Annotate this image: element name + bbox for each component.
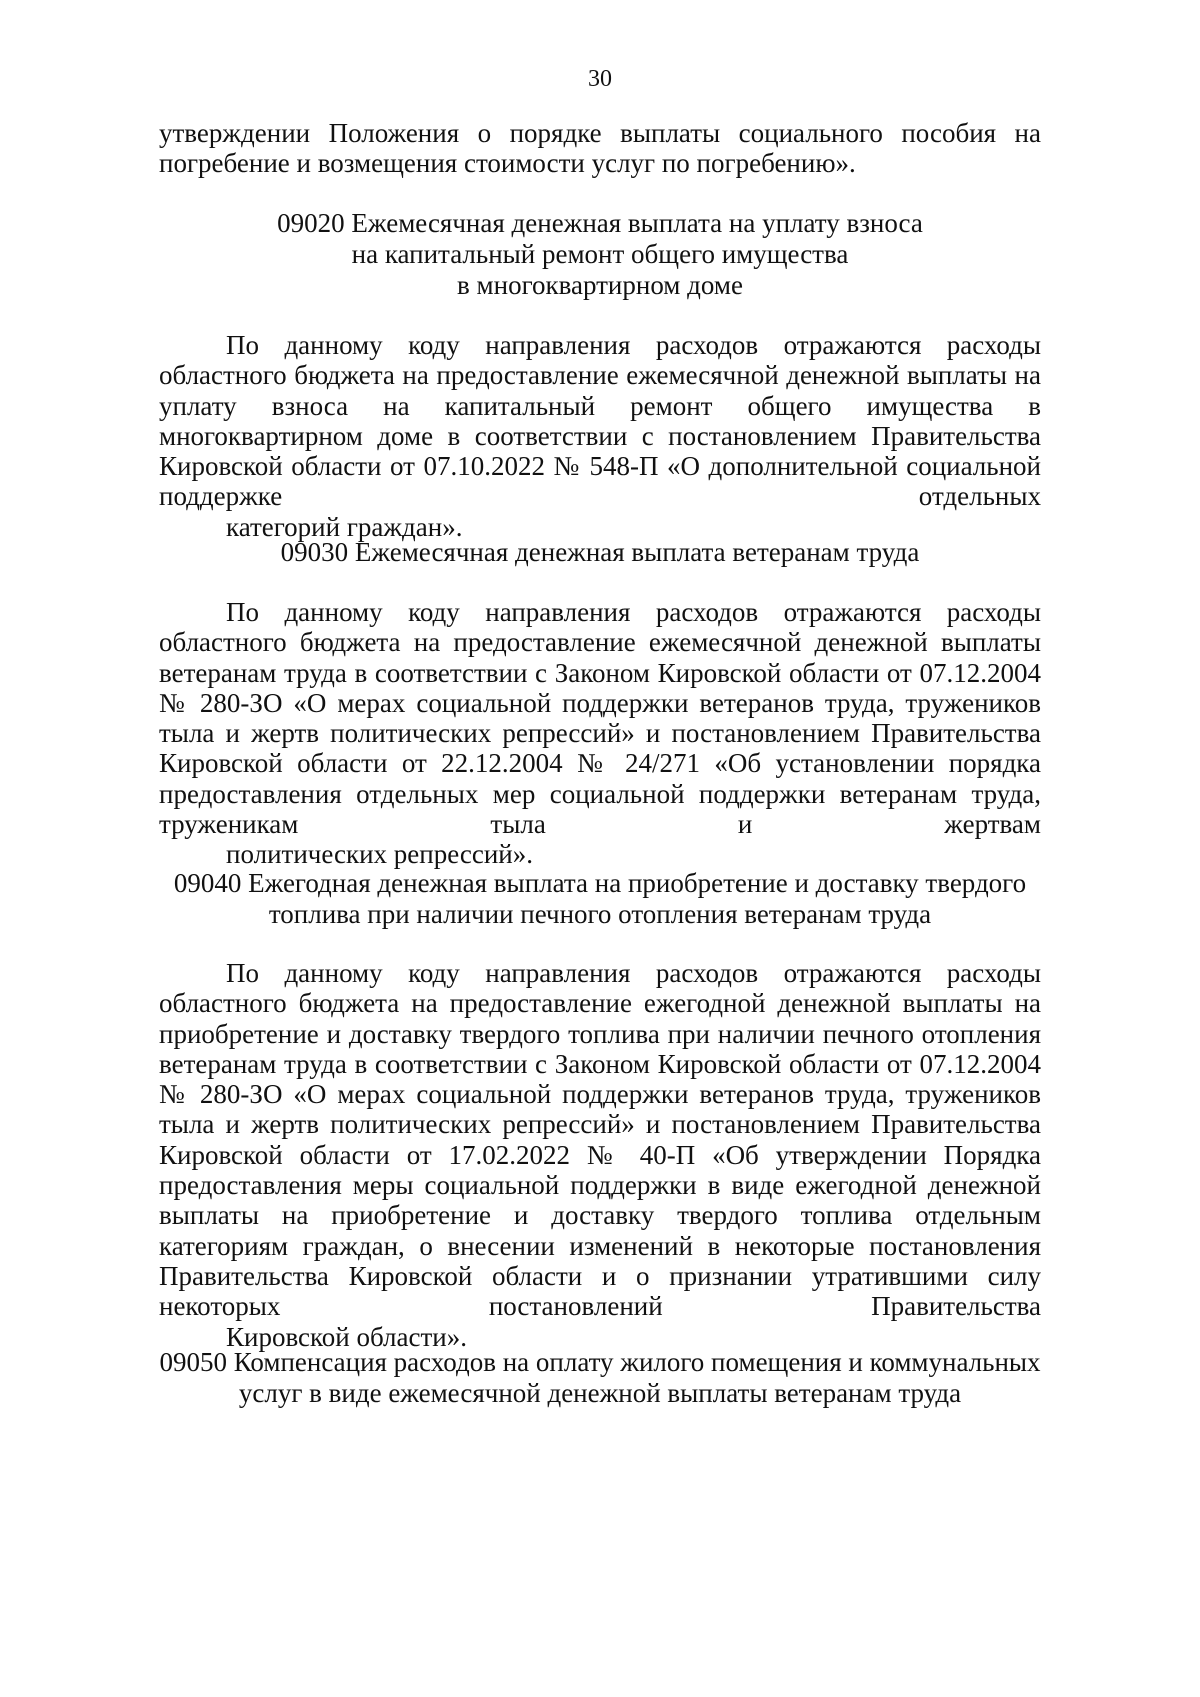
- heading-09050: [159, 1347, 1041, 1409]
- heading-line: 09020 Ежемесячная денежная выплата на уплату взноса: [277, 208, 923, 238]
- intro-text: утверждении Положения о порядке выплаты социального пособия на: [159, 118, 1041, 148]
- paragraph-09030: [159, 597, 1041, 870]
- paragraph-text: По данному коду направления расходов отражаются расходы областного бюджета на предоставление ежемесячной денежной выплаты ветеранам труда в соответствии с Законом Кировской области от 07.12.2004 № 280-ЗО «О мерах социальной поддержки ветеранов труда, тружеников тыла и жертв политических репрессий» и постановлением Правительства Кировской области от 22.12.2004 № 24/271 «Об установлении порядка предоставления отдельных мер социальной поддержки ветеранам труда, труженикам тыла и жертвам: [159, 597, 1041, 840]
- heading-line: в многоквартирном доме: [457, 270, 743, 300]
- paragraph-last-line: категорий граждан».: [226, 511, 463, 542]
- heading-09040: [159, 868, 1041, 930]
- intro-last-line: погребение и возмещения стоимости услуг по погребению».: [159, 148, 856, 179]
- intro-paragraph: [159, 118, 1041, 179]
- heading-line: 09050 Компенсация расходов на оплату жилого помещения и коммунальных: [159, 1347, 1041, 1377]
- heading-line: услуг в виде ежемесячной денежной выплаты ветеранам труда: [238, 1378, 962, 1408]
- paragraph-last-line: Кировской области».: [226, 1321, 467, 1352]
- heading-line: топлива при наличии печного отопления ветеранам труда: [268, 899, 932, 929]
- paragraph-09040: [159, 958, 1041, 1352]
- heading-line: 09030 Ежемесячная денежная выплата ветеранам труда: [280, 537, 920, 567]
- heading-line: 09040 Ежегодная денежная выплата на приобретение и доставку твердого: [173, 868, 1027, 898]
- page-number: 30: [588, 66, 612, 92]
- heading-line: на капитальный ремонт общего имущества: [351, 239, 849, 269]
- heading-09020: [159, 208, 1041, 301]
- paragraph-last-line: политических репрессий».: [226, 839, 534, 870]
- paragraph-text: По данному коду направления расходов отражаются расходы областного бюджета на предоставление ежемесячной денежной выплаты на уплату взноса на капитальный ремонт общего имущества в многоквартирном доме в соответствии с постановлением Правительства Кировской области от 07.10.2022 № 548-П «О дополнительной социальной поддержке отдельных: [159, 330, 1041, 512]
- heading-09030: [159, 537, 1041, 568]
- paragraph-text: По данному коду направления расходов отражаются расходы областного бюджета на предоставление ежегодной денежной выплаты на приобретение и доставку твердого топлива при наличии печного отопления ветеранам труда в соответствии с Законом Кировской области от 07.12.2004 № 280-ЗО «О мерах социальной поддержки ветеранов труда, тружеников тыла и жертв политических репрессий» и постановлением Правительства Кировской области от 17.02.2022 № 40-П «Об утверждении Порядка предоставления меры социальной поддержки в виде ежегодной денежной выплаты на приобретение и доставку твердого топлива отдельным категориям граждан, о внесении изменений в некоторые постановления Правительства Кировской области и о признании утратившими силу некоторых постановлений Правительства: [159, 958, 1041, 1322]
- paragraph-09020: [159, 330, 1041, 542]
